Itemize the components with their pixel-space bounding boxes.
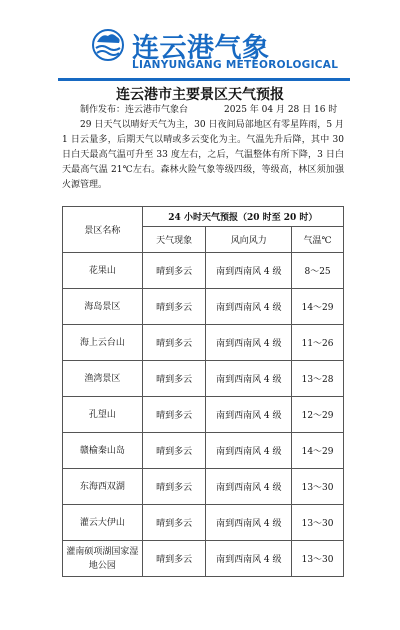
temp-cell: 13～30 (292, 541, 344, 577)
spot-name: 花果山 (63, 253, 143, 289)
spot-name: 赣榆秦山岛 (63, 433, 143, 469)
brand-name-en: LIANYUNGANG METEOROLOGICAL (132, 59, 339, 71)
header (0, 0, 400, 76)
spot-name: 海上云台山 (63, 325, 143, 361)
table-row (63, 505, 344, 541)
temp-cell: 13～30 (292, 505, 344, 541)
col-header-spot: 景区名称 (63, 207, 143, 253)
weather-cell: 晴到多云 (142, 397, 206, 433)
col-header-forecast: 24 小时天气预报（20 时至 20 时） (142, 207, 343, 227)
weather-cell: 晴到多云 (142, 433, 206, 469)
temp-cell: 13～28 (292, 361, 344, 397)
wind-cell: 南到西南风 4 级 (206, 289, 292, 325)
weather-cell: 晴到多云 (142, 361, 206, 397)
table-row (63, 541, 344, 577)
col-header-temp: 气温℃ (292, 227, 344, 253)
wind-cell: 南到西南风 4 级 (206, 433, 292, 469)
forecast-table (62, 206, 344, 577)
temp-cell: 13～30 (292, 469, 344, 505)
spot-name: 海岛景区 (63, 289, 143, 325)
meteorological-logo-icon (92, 29, 124, 61)
spot-name: 东海西双湖 (63, 469, 143, 505)
wind-cell: 南到西南风 4 级 (206, 397, 292, 433)
issuer: 制作发布：连云港市气象台 (80, 105, 189, 115)
forecast-summary: 29 日天气以晴好天气为主，30 日夜间局部地区有零星阵雨，5 月 1 日云量多，后期天气以晴或多云变化为主。气温先升后降，其中 30 日白天最高气温可升至 33 度左右，之后，气温整体有所下降，3 日白天最高气温 21℃左右。森林火险气象等级四级，等级高，林区须加强火源管理。 (62, 120, 344, 190)
issue-info (80, 102, 337, 115)
table-row (63, 253, 344, 289)
table-row (63, 361, 344, 397)
temp-cell: 12～29 (292, 397, 344, 433)
document-title: 连云港市主要景区天气预报 (116, 87, 284, 103)
issue-time: 2025 年 04 月 28 日 16 时 (224, 105, 338, 115)
spot-name: 灌云大伊山 (63, 505, 143, 541)
header-divider (58, 78, 350, 81)
spot-name: 灌南硕项湖国家湿地公园 (63, 541, 143, 577)
temp-cell: 11～26 (292, 325, 344, 361)
wind-cell: 南到西南风 4 级 (206, 469, 292, 505)
col-header-weather: 天气现象 (142, 227, 206, 253)
weather-cell: 晴到多云 (142, 541, 206, 577)
weather-cell: 晴到多云 (142, 469, 206, 505)
wind-cell: 南到西南风 4 级 (206, 361, 292, 397)
spot-name: 渔湾景区 (63, 361, 143, 397)
table-row (63, 325, 344, 361)
wind-cell: 南到西南风 4 级 (206, 325, 292, 361)
spot-name: 孔望山 (63, 397, 143, 433)
weather-cell: 晴到多云 (142, 253, 206, 289)
weather-cell: 晴到多云 (142, 505, 206, 541)
wind-cell: 南到西南风 4 级 (206, 541, 292, 577)
table-row (63, 289, 344, 325)
table-row (63, 397, 344, 433)
temp-cell: 14～29 (292, 433, 344, 469)
brand-name-cn: 连云港气象 (132, 33, 270, 64)
weather-cell: 晴到多云 (142, 325, 206, 361)
weather-cell: 晴到多云 (142, 289, 206, 325)
table-row (63, 469, 344, 505)
temp-cell: 14～29 (292, 289, 344, 325)
temp-cell: 8～25 (292, 253, 344, 289)
table-row (63, 433, 344, 469)
wind-cell: 南到西南风 4 级 (206, 253, 292, 289)
col-header-wind: 风向风力 (206, 227, 292, 253)
wind-cell: 南到西南风 4 级 (206, 505, 292, 541)
